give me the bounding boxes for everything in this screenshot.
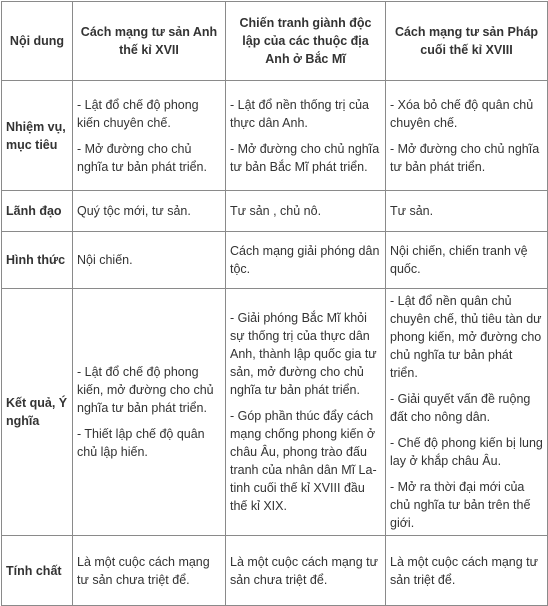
cell-text: - Xóa bỏ chế độ quân chủ chuyên chế. — [390, 97, 534, 130]
cell-text: - Giải phóng Bắc Mĩ khỏi sự thống trị của thực dân Anh, thành lập quốc gia tư sản, mở đường cho chủ nghĩa tư bản phát triển. — [230, 311, 377, 397]
cell-text: Là một cuộc cách mạng tư sản chưa triệt để. — [77, 554, 210, 587]
cell-text: Là một cuộc cách mạng tư sản chưa triệt để. — [230, 554, 379, 587]
cell-text: - Mở đường cho chủ nghĩa tư bản phát triển. — [77, 141, 207, 174]
table-cell — [226, 81, 386, 191]
cell-text: - Thiết lập chế độ quân chủ lập hiến. — [77, 427, 205, 459]
table-cell — [386, 191, 548, 232]
cell-text: Quý tộc mới, tư sản. — [77, 204, 191, 218]
row-label: Kết quả, Ý nghĩa — [2, 289, 73, 536]
cell-text: Cách mạng giải phóng dân tộc. — [230, 244, 380, 276]
table-row — [2, 536, 548, 606]
table-cell — [73, 536, 226, 606]
table-header-row — [2, 2, 548, 81]
table-row — [2, 289, 548, 536]
cell-text: Tư sản , chủ nô. — [230, 204, 322, 218]
table-cell — [73, 81, 226, 191]
table-cell — [73, 232, 226, 289]
cell-text: Nội chiến, chiến tranh vệ quốc. — [390, 244, 528, 276]
cell-text: - Mở đường cho chủ nghĩa tư bản Bắc Mĩ phát triển. — [230, 141, 380, 174]
table-cell — [386, 289, 548, 536]
table-cell — [226, 536, 386, 606]
table-row — [2, 191, 548, 232]
cell-text: - Góp phần thúc đẩy cách mạng chống phong kiến ở châu Âu, phong trào đấu tranh của nhân dân Mĩ La-tinh cuối thế kỉ XVIII đầu thế kỉ XIX. — [230, 409, 377, 513]
cell-text: Tư sản. — [390, 204, 434, 218]
row-label: Hình thức — [2, 232, 73, 289]
cell-text: - Mở đường cho chủ nghĩa tư bản phát triển. — [390, 141, 540, 174]
table-cell — [226, 289, 386, 536]
cell-text: - Mở ra thời đại mới của chủ nghĩa tư bản trên thế giới. — [390, 480, 531, 530]
header-english-revolution: Cách mạng tư sản Anh thế kỉ XVII — [73, 2, 226, 81]
cell-text: - Lật đổ nền quân chủ chuyên chế, thủ tiêu tàn dư phong kiến, mở đường cho chủ nghĩa tư bản phát triển. — [390, 294, 542, 380]
row-label: Nhiệm vụ, mục tiêu — [2, 81, 73, 191]
row-label: Lãnh đạo — [2, 191, 73, 232]
table-row — [2, 81, 548, 191]
header-content: Nội dung — [2, 2, 73, 81]
cell-text: - Chế độ phong kiến bị lung lay ở khắp châu Âu. — [390, 436, 543, 468]
header-american-war: Chiến tranh giành độc lập của các thuộc địa Anh ở Bắc Mĩ — [226, 2, 386, 81]
cell-text: Nội chiến. — [77, 253, 133, 267]
row-label: Tính chất — [2, 536, 73, 606]
table-cell — [226, 191, 386, 232]
cell-text: - Lật đổ nền thống trị của thực dân Anh. — [230, 97, 369, 130]
table-cell — [386, 536, 548, 606]
cell-text: - Lật đổ chế độ phong kiến chuyên chế. — [77, 97, 199, 130]
table-cell — [73, 289, 226, 536]
table-cell — [386, 232, 548, 289]
comparison-table — [1, 1, 548, 606]
cell-text: - Lật đổ chế độ phong kiến, mở đường cho chủ nghĩa tư bản phát triển. — [77, 365, 214, 415]
table-cell — [386, 81, 548, 191]
table-cell — [226, 232, 386, 289]
table-row — [2, 232, 548, 289]
header-french-revolution: Cách mạng tư sản Pháp cuối thế kỉ XVIII — [386, 2, 548, 81]
table-cell — [73, 191, 226, 232]
cell-text: Là một cuộc cách mạng tư sản triệt để. — [390, 554, 539, 587]
cell-text: - Giải quyết vấn đề ruộng đất cho nông dân. — [390, 392, 531, 424]
